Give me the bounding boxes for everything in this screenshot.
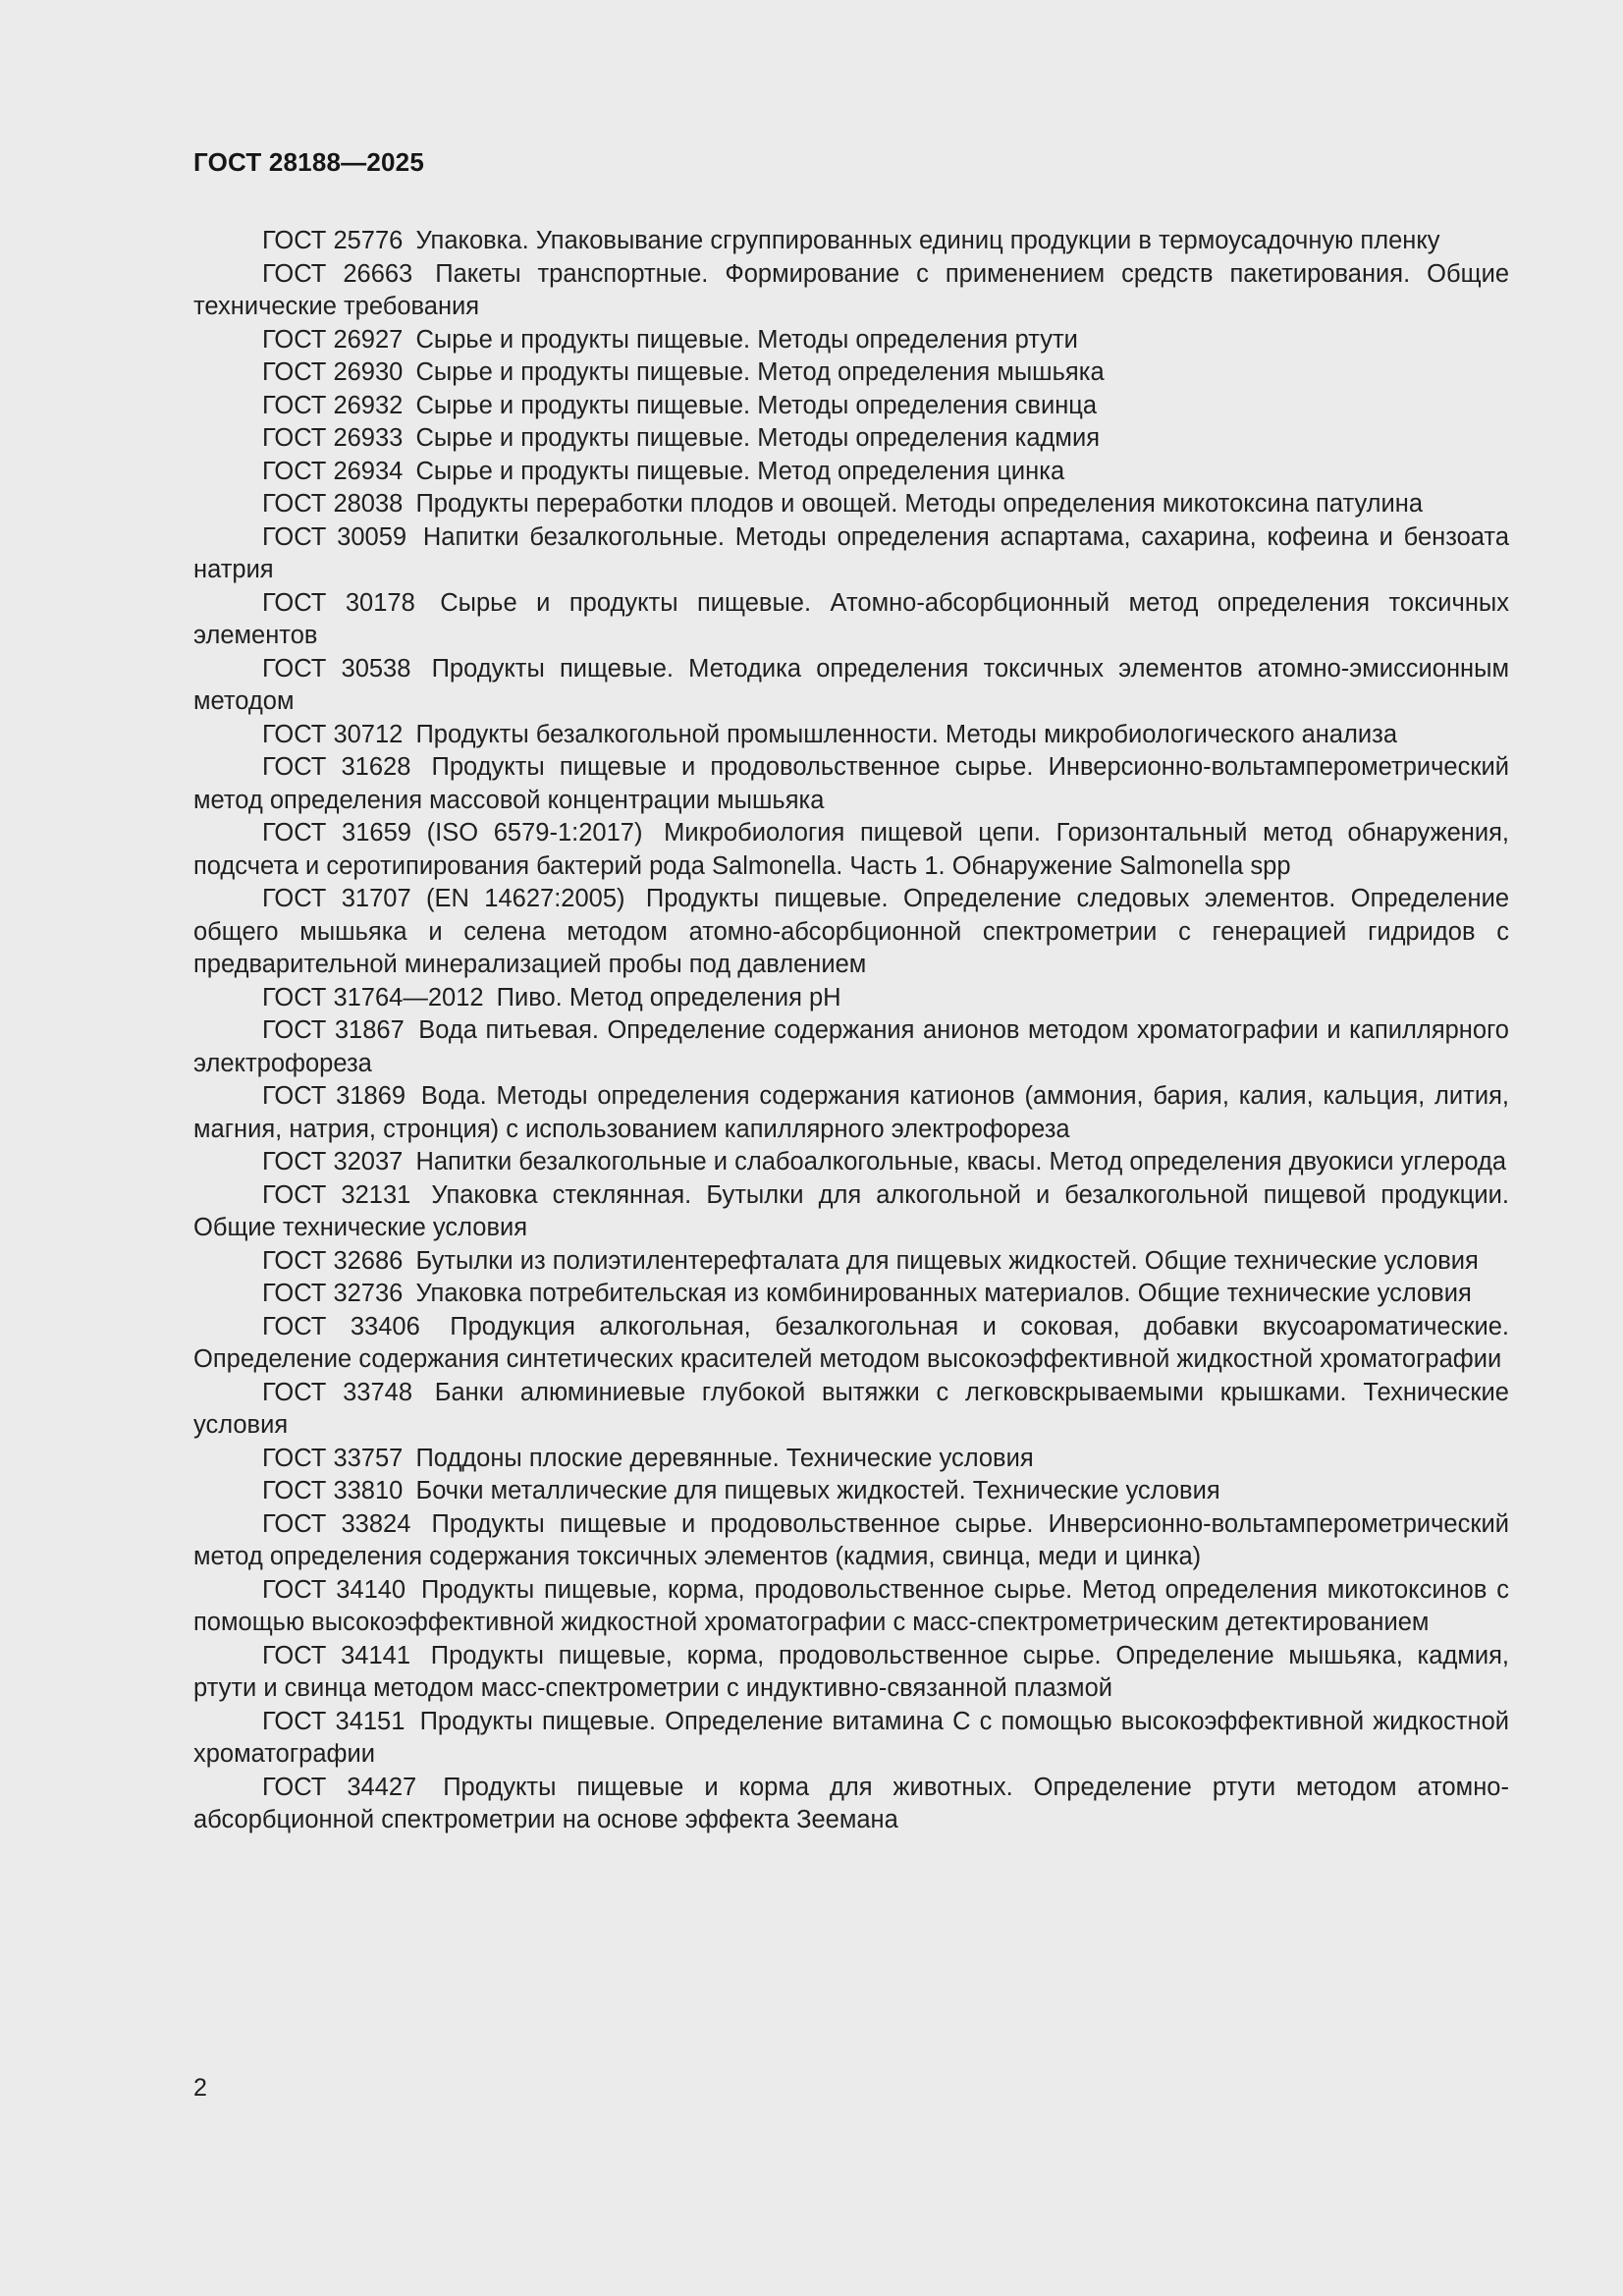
reference-code: ГОСТ 32037 [262,1148,404,1175]
reference-item [193,751,1509,817]
reference-title: Продукты переработки плодов и овощей. Методы определения микотоксина патулина [415,490,1424,518]
reference-code: ГОСТ 34427 [262,1773,417,1801]
reference-item [193,1245,1509,1279]
page-number: 2 [193,2074,207,2102]
reference-code: ГОСТ 26927 [262,325,404,354]
reference-code: ГОСТ 30059 [262,522,407,551]
reference-code: ГОСТ 30538 [262,654,411,683]
reference-code: ГОСТ 30178 [262,588,415,617]
reference-item [193,1080,1509,1146]
reference-code: ГОСТ 26930 [262,358,404,386]
reference-code: ГОСТ 32131 [262,1180,411,1209]
reference-title: Сырье и продукты пищевые. Методы определения свинца [415,391,1098,419]
reference-item [193,719,1509,752]
reference-code: ГОСТ 33824 [262,1509,411,1538]
reference-item [193,1640,1509,1706]
reference-title: Продукты пищевые. Определение следовых элементов. Определение общего мышьяка и селена методом атомно-абсорбционной спектрометрии с генерацией гидридов с предварительной минерализацией пробы под давлением [193,885,1509,978]
reference-title: Бочки металлические для пищевых жидкостей. Технические условия [415,1477,1220,1504]
reference-item [193,1377,1509,1443]
reference-code: ГОСТ 28038 [262,490,404,518]
reference-title: Продукция алкогольная, безалкогольная и соковая, добавки вкусоароматические. Определение содержания синтетических красителей методом высокоэффективной жидкостной хроматографии [193,1312,1509,1373]
reference-code: ГОСТ 31628 [262,753,411,781]
reference-code: ГОСТ 34151 [262,1707,406,1735]
reference-item [193,1574,1509,1640]
reference-item [193,653,1509,719]
reference-code: ГОСТ 31659 (ISO 6579-1:2017) [262,819,643,847]
reference-code: ГОСТ 31707 (EN 14627:2005) [262,885,625,912]
reference-code: ГОСТ 26934 [262,457,404,485]
reference-item [193,1475,1509,1508]
reference-code: ГОСТ 33810 [262,1477,404,1504]
reference-item [193,521,1509,587]
reference-code: ГОСТ 31867 [262,1016,405,1044]
reference-title: Продукты пищевые, корма, продовольственное сырье. Метод определения микотоксинов с помощью высокоэффективной жидкостной хроматографии с масс-спектрометрическим детектированием [193,1575,1509,1636]
reference-title: Поддоны плоские деревянные. Технические условия [415,1444,1034,1472]
reference-code: ГОСТ 30712 [262,720,404,748]
reference-item [193,1014,1509,1080]
reference-title: Пакеты транспортные. Формирование с применением средств пакетирования. Общие технические требования [193,259,1510,320]
reference-code: ГОСТ 26932 [262,391,404,419]
reference-title: Упаковка потребительская из комбинированных материалов. Общие технические условия [415,1280,1472,1307]
reference-title: Сырье и продукты пищевые. Методы определения кадмия [415,424,1101,452]
reference-item [193,324,1509,357]
reference-title: Продукты безалкогольной промышленности. Методы микробиологического анализа [415,720,1398,748]
reference-item [193,1443,1509,1476]
reference-code: ГОСТ 33406 [262,1312,420,1340]
reference-title: Пиво. Метод определения pH [496,983,841,1011]
reference-item [193,225,1509,258]
reference-title: Напитки безалкогольные. Методы определения аспартама, сахарина, кофеина и бензоата натрия [193,522,1509,583]
reference-item [193,587,1509,653]
reference-item [193,488,1509,521]
reference-code: ГОСТ 31869 [262,1082,406,1110]
reference-item [193,1706,1509,1772]
reference-code: ГОСТ 33748 [262,1378,413,1406]
document-header: ГОСТ 28188—2025 [193,147,424,177]
reference-code: ГОСТ 26933 [262,424,404,452]
reference-title: Продукты пищевые и корма для животных. Определение ртути методом атомно-абсорбционной спектрометрии на основе эффекта Зеемана [193,1773,1509,1833]
reference-title: Вода питьевая. Определение содержания анионов методом хроматографии и капиллярного электрофореза [193,1016,1509,1077]
reference-title: Сырье и продукты пищевые. Методы определения ртути [415,325,1078,354]
reference-title: Банки алюминиевые глубокой вытяжки с легковскрываемыми крышками. Технические условия [193,1378,1509,1439]
reference-title: Микробиология пищевой цепи. Горизонтальный метод обнаружения, подсчета и серотипирования бактерий рода Salmonella. Часть 1. Обнаружение Salmonella spp [193,819,1509,880]
reference-item [193,817,1509,883]
reference-title: Сырье и продукты пищевые. Метод определения цинка [415,457,1065,485]
reference-code: ГОСТ 25776 [262,227,404,254]
reference-title: Сырье и продукты пищевые. Атомно-абсорбционный метод определения токсичных элементов [193,588,1509,649]
reference-code: ГОСТ 33757 [262,1444,404,1472]
reference-title: Продукты пищевые. Методика определения токсичных элементов атомно-эмиссионным методом [193,654,1509,715]
reference-code: ГОСТ 26663 [262,259,413,288]
reference-item [193,390,1509,423]
reference-item [193,1146,1509,1179]
reference-item [193,1278,1509,1311]
reference-item [193,422,1509,456]
reference-item [193,1508,1509,1574]
reference-title: Напитки безалкогольные и слабоалкогольные, квасы. Метод определения двуокиси углерода [415,1148,1507,1175]
reference-title: Вода. Методы определения содержания катионов (аммония, бария, калия, кальция, лития, магния, натрия, стронция) с использованием капиллярного электрофореза [193,1082,1509,1143]
reference-item [193,1179,1509,1245]
reference-title: Упаковка. Упаковывание сгруппированных единиц продукции в термоусадочную пленку [415,227,1440,254]
reference-title: Сырье и продукты пищевые. Метод определения мышьяка [415,358,1105,386]
reference-title: Упаковка стеклянная. Бутылки для алкогольной и безалкогольной пищевой продукции. Общие технические условия [193,1180,1509,1241]
reference-code: ГОСТ 34141 [262,1641,411,1669]
reference-title: Продукты пищевые и продовольственное сырье. Инверсионно-вольтамперометрический метод определения массовой концентрации мышьяка [193,753,1509,814]
reference-title: Продукты пищевые и продовольственное сырье. Инверсионно-вольтамперометрический метод определения содержания токсичных элементов (кадмия, свинца, меди и цинка) [193,1509,1509,1570]
reference-item [193,356,1509,390]
reference-item [193,982,1509,1015]
reference-code: ГОСТ 32736 [262,1280,404,1307]
reference-title: Продукты пищевые. Определение витамина С с помощью высокоэффективной жидкостной хроматографии [193,1707,1509,1768]
reference-title: Бутылки из полиэтилентерефталата для пищевых жидкостей. Общие технические условия [415,1246,1479,1275]
reference-item [193,456,1509,489]
reference-code: ГОСТ 31764—2012 [262,983,484,1011]
reference-code: ГОСТ 34140 [262,1575,406,1604]
reference-item [193,1311,1509,1377]
reference-title: Продукты пищевые, корма, продовольственное сырье. Определение мышьяка, кадмия, ртути и свинца методом масс-спектрометрии с индуктивно-связанной плазмой [193,1641,1509,1702]
normative-references-list [193,225,1509,1837]
reference-item [193,883,1509,982]
reference-code: ГОСТ 32686 [262,1246,404,1275]
reference-item [193,1772,1509,1837]
reference-item [193,258,1509,324]
